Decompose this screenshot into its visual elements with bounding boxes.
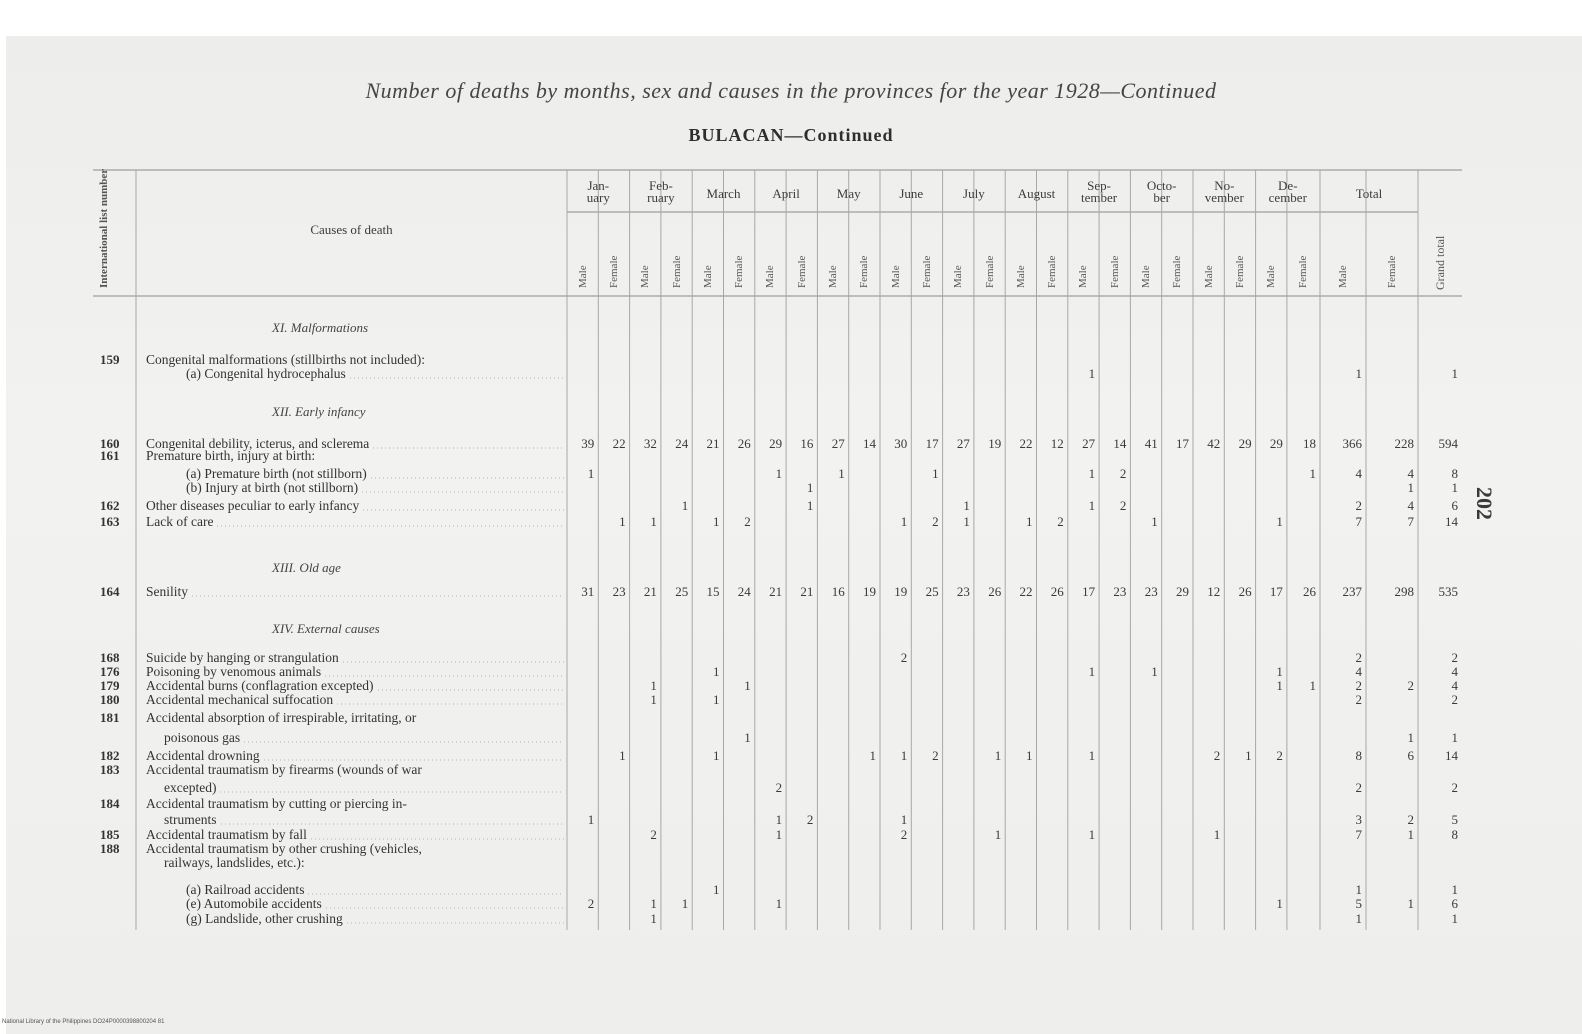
cause-of-death: Other diseases peculiar to early infancy bbox=[146, 498, 360, 513]
cause-of-death: (e) Automobile accidents bbox=[186, 896, 322, 911]
table-cell: 25 bbox=[925, 584, 939, 599]
table-cell: 2 bbox=[1355, 780, 1362, 795]
list-number: 164 bbox=[100, 584, 120, 599]
table-cell: 1 bbox=[1088, 498, 1096, 513]
table-cell: 32 bbox=[643, 436, 657, 451]
table-cell: 2 bbox=[775, 780, 783, 795]
table-cell: 1 bbox=[1088, 748, 1096, 763]
cause-of-death: railways, landslides, etc.): bbox=[164, 855, 305, 870]
table-cell: 1 bbox=[587, 812, 595, 827]
table-cell: 14 bbox=[1445, 514, 1458, 529]
cause-of-death: Accidental traumatism by fall bbox=[146, 827, 307, 842]
month-header: Octo- ber bbox=[1146, 178, 1177, 205]
cause-of-death: Accidental traumatism by other crushing (vehicles, bbox=[146, 841, 422, 856]
table-cell: 1 bbox=[869, 748, 876, 763]
table-cell: 6 bbox=[1451, 896, 1458, 911]
table-cell: 1 bbox=[1451, 911, 1458, 926]
list-number: 180 bbox=[100, 692, 120, 707]
table-cell: 2 bbox=[1276, 748, 1283, 763]
table-cell: 2 bbox=[1451, 780, 1458, 795]
table-cell: 2 bbox=[650, 827, 657, 842]
table-cell: 21 bbox=[769, 584, 783, 599]
table-cell: 1 bbox=[619, 748, 626, 763]
cause-of-death: (b) Injury at birth (not stillborn) bbox=[186, 480, 359, 495]
male-subheader: Male bbox=[1337, 265, 1349, 288]
section-heading: XII. Early infancy bbox=[272, 404, 366, 419]
table-cell: 1 bbox=[650, 911, 657, 926]
cause-of-death: (a) Railroad accidents bbox=[186, 882, 305, 897]
male-subheader: Male bbox=[1202, 265, 1215, 288]
table-cell: 1 bbox=[775, 466, 783, 481]
causes-of-death-header: Causes of death bbox=[310, 222, 393, 237]
male-subheader: Male bbox=[639, 265, 652, 288]
table-cell: 15 bbox=[706, 584, 720, 599]
cause-of-death: Congenital malformations (stillbirths not included): bbox=[146, 352, 425, 367]
table-cell: 535 bbox=[1438, 584, 1458, 599]
list-number: 159 bbox=[100, 352, 120, 367]
table-cell: 1 bbox=[1355, 366, 1362, 381]
table-cell: 1 bbox=[650, 678, 657, 693]
table-cell: 2 bbox=[900, 827, 908, 842]
month-header: De- cember bbox=[1268, 178, 1307, 205]
female-subheader: Female bbox=[1233, 255, 1246, 288]
table-cell: 1 bbox=[1276, 678, 1283, 693]
cause-of-death: Accidental traumatism by firearms (wounds of war bbox=[146, 762, 422, 777]
table-cell: 14 bbox=[863, 436, 876, 451]
table-cell: 6 bbox=[1407, 748, 1414, 763]
table-cell: 17 bbox=[1176, 436, 1189, 451]
page-title: Number of deaths by months, sex and causes in the provinces for the year 1928—Continued bbox=[365, 78, 1217, 103]
table-cell: 2 bbox=[1119, 466, 1127, 481]
table-cell: 27 bbox=[1082, 436, 1096, 451]
cause-of-death: (a) Congenital hydrocephalus bbox=[186, 366, 346, 381]
table-cell: 1 bbox=[806, 480, 814, 495]
table-cell: 1 bbox=[838, 466, 845, 481]
table-cell: 594 bbox=[1438, 436, 1458, 451]
table-cell: 1 bbox=[1451, 882, 1458, 897]
table-cell: 16 bbox=[800, 436, 814, 451]
table-cell: 1 bbox=[900, 812, 908, 827]
cause-of-death: Accidental absorption of irrespirable, irritating, or bbox=[146, 710, 417, 725]
table-cell: 7 bbox=[1355, 514, 1362, 529]
list-number: 160 bbox=[100, 436, 120, 451]
table-cell: 1 bbox=[713, 692, 720, 707]
table-cell: 1 bbox=[963, 498, 970, 513]
table-cell: 1 bbox=[994, 748, 1002, 763]
table-cell: 26 bbox=[1303, 584, 1316, 599]
list-number: 181 bbox=[100, 710, 120, 725]
month-header: No- vember bbox=[1204, 178, 1244, 205]
table-cell: 5 bbox=[1355, 896, 1362, 911]
cause-of-death: Accidental mechanical suffocation bbox=[146, 692, 334, 707]
table-cell: 237 bbox=[1342, 584, 1362, 599]
female-subheader: Female bbox=[1108, 255, 1121, 288]
table-cell: 1 bbox=[744, 730, 751, 745]
table-cell: 8 bbox=[1451, 466, 1458, 481]
table-cell: 1 bbox=[587, 466, 595, 481]
female-subheader: Female bbox=[607, 255, 620, 288]
table-cell: 39 bbox=[581, 436, 595, 451]
month-header: April bbox=[772, 186, 800, 201]
table-cell: 42 bbox=[1207, 436, 1221, 451]
table-cell: 1 bbox=[1151, 514, 1158, 529]
table-cell: 2 bbox=[932, 514, 939, 529]
list-number: 162 bbox=[100, 498, 120, 513]
table-cell: 26 bbox=[988, 584, 1002, 599]
section-heading: XI. Malformations bbox=[272, 320, 369, 335]
page-number: 202 bbox=[1472, 487, 1497, 520]
table-cell: 4 bbox=[1451, 664, 1458, 679]
table-cell: 1 bbox=[1309, 678, 1316, 693]
female-subheader: Female bbox=[795, 255, 808, 288]
table-cell: 23 bbox=[1113, 584, 1127, 599]
month-header: Feb- ruary bbox=[647, 178, 675, 205]
cause-of-death: Senility bbox=[146, 584, 189, 599]
month-header: March bbox=[706, 186, 741, 201]
table-cell: 1 bbox=[1276, 896, 1283, 911]
list-number: 179 bbox=[100, 678, 120, 693]
table-cell: 26 bbox=[737, 436, 751, 451]
table-cell: 12 bbox=[1207, 584, 1221, 599]
table-cell: 4 bbox=[1407, 466, 1414, 481]
table-cell: 29 bbox=[1176, 584, 1189, 599]
table-cell: 14 bbox=[1445, 748, 1458, 763]
table-cell: 29 bbox=[769, 436, 783, 451]
table-cell: 1 bbox=[1355, 911, 1362, 926]
male-subheader: Male bbox=[1265, 265, 1278, 288]
table-cell: 366 bbox=[1342, 436, 1362, 451]
list-number: 182 bbox=[100, 748, 120, 763]
month-header: May bbox=[836, 186, 861, 201]
table-cell: 1 bbox=[1088, 827, 1096, 842]
male-subheader: Male bbox=[889, 265, 902, 288]
grand-total-header: Grand total bbox=[1433, 235, 1447, 290]
table-cell: 7 bbox=[1407, 514, 1414, 529]
female-subheader: Female bbox=[1386, 255, 1398, 288]
table-cell: 21 bbox=[643, 584, 657, 599]
table-cell: 2 bbox=[1213, 748, 1221, 763]
table-cell: 1 bbox=[681, 498, 689, 513]
table-cell: 2 bbox=[932, 748, 939, 763]
female-subheader: Female bbox=[670, 255, 683, 288]
table-cell: 1 bbox=[650, 514, 657, 529]
table-cell: 1 bbox=[1309, 466, 1316, 481]
cause-of-death: Congenital debility, icterus, and sclerema bbox=[146, 436, 370, 451]
table-cell: 1 bbox=[1026, 748, 1033, 763]
list-number: 163 bbox=[100, 514, 120, 529]
table-cell: 1 bbox=[1276, 664, 1283, 679]
table-cell: 1 bbox=[1088, 664, 1096, 679]
table-cell: 1 bbox=[806, 498, 814, 513]
table-cell: 2 bbox=[1355, 498, 1362, 513]
female-subheader: Female bbox=[733, 255, 746, 288]
table-cell: 14 bbox=[1113, 436, 1127, 451]
table-cell: 3 bbox=[1355, 812, 1362, 827]
table-cell: 2 bbox=[744, 514, 751, 529]
table-cell: 4 bbox=[1355, 466, 1362, 481]
table-cell: 25 bbox=[675, 584, 689, 599]
table-cell: 27 bbox=[956, 436, 970, 451]
table-cell: 27 bbox=[831, 436, 845, 451]
table-cell: 1 bbox=[650, 896, 657, 911]
male-subheader: Male bbox=[1014, 265, 1027, 288]
table-cell: 1 bbox=[1355, 882, 1362, 897]
table-cell: 2 bbox=[1407, 812, 1414, 827]
month-header: Sep- tember bbox=[1081, 178, 1118, 205]
table-cell: 16 bbox=[831, 584, 845, 599]
male-subheader: Male bbox=[576, 265, 589, 288]
table-cell: 1 bbox=[681, 896, 689, 911]
table-cell: 7 bbox=[1355, 827, 1362, 842]
table-cell: 24 bbox=[737, 584, 751, 599]
table-cell: 2 bbox=[1119, 498, 1127, 513]
table-cell: 1 bbox=[1088, 466, 1096, 481]
table-cell: 1 bbox=[1451, 480, 1458, 495]
table-cell: 21 bbox=[800, 584, 814, 599]
table-cell: 22 bbox=[1019, 436, 1033, 451]
cause-of-death: Premature birth, injury at birth: bbox=[146, 448, 316, 463]
table-cell: 1 bbox=[1407, 896, 1414, 911]
table-cell: 4 bbox=[1451, 678, 1458, 693]
list-number: 168 bbox=[100, 650, 120, 665]
table-cell: 1 bbox=[1276, 514, 1283, 529]
table-cell: 1 bbox=[775, 896, 783, 911]
table-cell: 31 bbox=[581, 584, 595, 599]
table-cell: 1 bbox=[1451, 730, 1458, 745]
table-cell: 17 bbox=[1269, 584, 1283, 599]
footer-credit: National Library of the Philippines DO24P0000398800204 81 bbox=[2, 1019, 165, 1025]
male-subheader: Male bbox=[1140, 265, 1153, 288]
table-cell: 228 bbox=[1394, 436, 1414, 451]
list-number: 183 bbox=[100, 762, 120, 777]
table-cell: 23 bbox=[956, 584, 970, 599]
list-number: 185 bbox=[100, 827, 120, 842]
table-cell: 23 bbox=[1144, 584, 1158, 599]
table-cell: 26 bbox=[1050, 584, 1064, 599]
table-cell: 2 bbox=[1355, 678, 1362, 693]
male-subheader: Male bbox=[701, 265, 714, 288]
table-cell: 41 bbox=[1144, 436, 1158, 451]
table-cell: 1 bbox=[744, 678, 751, 693]
table-cell: 1 bbox=[775, 827, 783, 842]
cause-of-death: excepted) bbox=[164, 780, 217, 795]
province-subtitle: BULACAN—Continued bbox=[688, 125, 894, 145]
table-cell: 1 bbox=[1026, 514, 1033, 529]
month-header: June bbox=[899, 186, 924, 201]
total-header: Total bbox=[1355, 186, 1383, 201]
table-cell: 29 bbox=[1269, 436, 1283, 451]
table-cell: 22 bbox=[1019, 584, 1033, 599]
table-cell: 6 bbox=[1451, 498, 1458, 513]
table-cell: 5 bbox=[1451, 812, 1458, 827]
table-cell: 1 bbox=[1407, 827, 1414, 842]
table-cell: 29 bbox=[1238, 436, 1252, 451]
table-cell: 1 bbox=[1407, 730, 1414, 745]
table-cell: 22 bbox=[612, 436, 626, 451]
table-cell: 2 bbox=[1451, 692, 1458, 707]
table-cell: 1 bbox=[900, 748, 908, 763]
table-cell: 1 bbox=[713, 664, 720, 679]
table-cell: 1 bbox=[775, 812, 783, 827]
table-cell: 8 bbox=[1451, 827, 1458, 842]
table-cell: 26 bbox=[1238, 584, 1252, 599]
table-cell: 1 bbox=[963, 514, 970, 529]
table-cell: 2 bbox=[806, 812, 814, 827]
table-cell: 18 bbox=[1303, 436, 1316, 451]
table-cell: 2 bbox=[900, 650, 908, 665]
cause-of-death: Lack of care bbox=[146, 514, 214, 529]
list-number: 161 bbox=[100, 448, 120, 463]
table-cell: 1 bbox=[1451, 366, 1458, 381]
cause-of-death: Accidental traumatism by cutting or piercing in- bbox=[146, 796, 407, 811]
cause-of-death: struments bbox=[164, 812, 217, 827]
list-number-header: International list number bbox=[98, 168, 110, 288]
table-cell: 21 bbox=[706, 436, 720, 451]
cause-of-death: (a) Premature birth (not stillborn) bbox=[186, 466, 367, 481]
table-cell: 2 bbox=[1451, 650, 1458, 665]
list-number: 184 bbox=[100, 796, 120, 811]
table-cell: 19 bbox=[988, 436, 1002, 451]
cause-of-death: Accidental drowning bbox=[146, 748, 260, 763]
cause-of-death: poisonous gas bbox=[164, 730, 241, 745]
table-cell: 1 bbox=[900, 514, 908, 529]
male-subheader: Male bbox=[827, 265, 840, 288]
table-cell: 24 bbox=[675, 436, 689, 451]
section-heading: XIV. External causes bbox=[272, 621, 380, 636]
table-cell: 30 bbox=[894, 436, 908, 451]
table-cell: 2 bbox=[1407, 678, 1414, 693]
table-cell: 2 bbox=[1355, 692, 1362, 707]
table-cell: 1 bbox=[1407, 480, 1414, 495]
table-cell: 12 bbox=[1050, 436, 1064, 451]
cause-of-death: Accidental burns (conflagration excepted) bbox=[146, 678, 374, 693]
table-cell: 1 bbox=[1151, 664, 1158, 679]
table-cell: 1 bbox=[713, 882, 720, 897]
table-cell: 1 bbox=[619, 514, 626, 529]
male-subheader: Male bbox=[764, 265, 777, 288]
male-subheader: Male bbox=[952, 265, 965, 288]
female-subheader: Female bbox=[920, 255, 933, 288]
male-subheader: Male bbox=[1077, 265, 1090, 288]
table-cell: 1 bbox=[932, 466, 939, 481]
table-cell: 2 bbox=[587, 896, 595, 911]
table-cell: 4 bbox=[1407, 498, 1414, 513]
table-cell: 2 bbox=[1057, 514, 1064, 529]
table-cell: 1 bbox=[994, 827, 1002, 842]
table-cell: 19 bbox=[863, 584, 876, 599]
list-number: 176 bbox=[100, 664, 120, 679]
table-cell: 1 bbox=[1213, 827, 1221, 842]
month-header: July bbox=[963, 186, 985, 201]
table-cell: 17 bbox=[925, 436, 939, 451]
cause-of-death: Suicide by hanging or strangulation bbox=[146, 650, 339, 665]
female-subheader: Female bbox=[858, 255, 871, 288]
month-header: August bbox=[1017, 186, 1056, 201]
table-cell: 1 bbox=[1245, 748, 1252, 763]
table-cell: 17 bbox=[1082, 584, 1096, 599]
table-cell: 1 bbox=[713, 514, 720, 529]
table-cell: 4 bbox=[1355, 664, 1362, 679]
table-cell: 19 bbox=[894, 584, 908, 599]
female-subheader: Female bbox=[1171, 255, 1184, 288]
female-subheader: Female bbox=[1297, 255, 1310, 288]
table-cell: 1 bbox=[650, 692, 657, 707]
list-number: 188 bbox=[100, 841, 120, 856]
cause-of-death: Poisoning by venomous animals bbox=[146, 664, 322, 679]
section-heading: XIII. Old age bbox=[272, 560, 341, 575]
table-cell: 8 bbox=[1355, 748, 1362, 763]
table-cell: 2 bbox=[1355, 650, 1362, 665]
month-header: Jan- uary bbox=[586, 178, 610, 205]
female-subheader: Female bbox=[1046, 255, 1059, 288]
cause-of-death: (g) Landslide, other crushing bbox=[186, 911, 343, 926]
table-cell: 298 bbox=[1394, 584, 1414, 599]
female-subheader: Female bbox=[983, 255, 996, 288]
table-cell: 1 bbox=[1088, 366, 1096, 381]
table-cell: 23 bbox=[612, 584, 626, 599]
table-cell: 1 bbox=[713, 748, 720, 763]
